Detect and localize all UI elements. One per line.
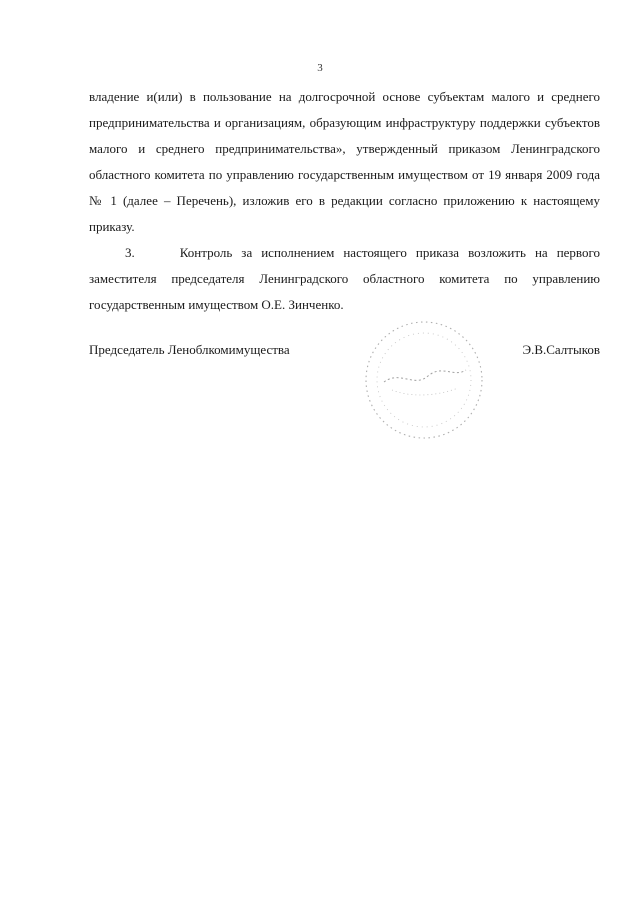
- paragraph-continuation: владение и(или) в пользование на долгосрочной основе субъектам малого и среднего предпринимательства и организациям, образующим инфраструктуру поддержки субъектов малого и среднего предпринимательства», утвержденный приказом Ленинградского областного комитета по управлению государственным имуществом от 19 января 2009 года № 1 (далее – Перечень), изложив его в редакции согласно приложению к настоящему приказу.: [89, 89, 600, 234]
- signer-name: Э.В.Салтыков: [522, 342, 600, 357]
- paragraph-item-3: 3. Контроль за исполнением настоящего приказа возложить на первого заместителя председателя Ленинградского областного комитета по управлению государственным имуществом О.Е. Зинченко.: [89, 245, 600, 312]
- page-number: 3: [317, 62, 323, 74]
- signer-position: Председатель Леноблкомимущества: [89, 342, 290, 357]
- document-body: [89, 84, 600, 318]
- official-stamp: [362, 318, 486, 442]
- signature-block: [89, 342, 600, 362]
